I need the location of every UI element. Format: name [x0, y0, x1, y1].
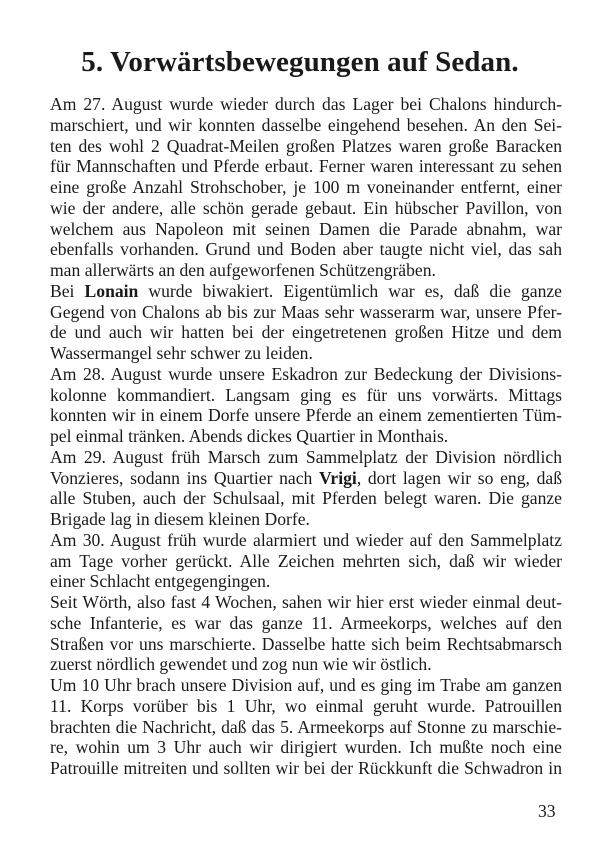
text-segment: Straßen vor uns marschierte. Dasselbe hatte sich beim Rechtsabmarsch: [50, 633, 562, 654]
text-segment: kolonne kommandiert. Langsam ging es für uns vorwärts. Mittags: [50, 384, 562, 405]
text-segment: konnten wir in einem Dorfe unsere Pferde an einem zementierten Tüm-: [50, 405, 562, 426]
text-segment: re, wohin um 3 Uhr auch wir dirigiert wurden. Ich mußte noch eine: [50, 737, 562, 758]
page-title: 5. Vorwärtsbewegungen auf Sedan.: [81, 46, 519, 78]
text-line: [50, 696, 562, 717]
text-line: [50, 426, 562, 447]
text-line: [50, 385, 562, 406]
text-line: [50, 551, 562, 572]
text-line: [50, 156, 562, 177]
text-line: [50, 136, 562, 157]
text-line: [50, 343, 562, 364]
text-segment: zuerst nördlich gewendet und zog nun wie wir östlich.: [50, 654, 432, 675]
text-line: [50, 260, 562, 281]
text-segment: brachten die Nachricht, daß das 5. Armeekorps auf Stonne zu marschie-: [50, 716, 562, 737]
place-name-bold: Lonain: [84, 280, 139, 301]
text-line: [50, 509, 562, 530]
text-segment: , dort lagen wir so eng, daß: [356, 467, 562, 488]
text-line: [50, 592, 562, 613]
text-line: [50, 634, 562, 655]
text-segment: marschiert, und wir konnten dasselbe eingehend besehen. An den Sei-: [50, 114, 562, 135]
text-line: [50, 94, 562, 115]
text-line: [50, 177, 562, 198]
text-segment: Patrouille mitreiten und sollten wir bei der Rückkunft die Schwadron in: [50, 758, 562, 778]
text-line: [50, 302, 562, 323]
text-segment: Am 28. August wurde unsere Eskadron zur Bedeckung der Divisions-: [50, 363, 562, 384]
text-segment: Brigade lag in diesem kleinen Dorfe.: [50, 509, 310, 529]
text-line: [50, 654, 562, 675]
text-segment: sche Infanterie, es war das ganze 11. Armeekorps, welches auf den: [50, 612, 562, 633]
text-segment: Um 10 Uhr brach unsere Division auf, und es ging im Trabe am ganzen: [50, 675, 562, 695]
text-line: [50, 239, 562, 260]
text-segment: man allerwärts an den aufgeworfenen Schützengräben.: [50, 260, 436, 280]
text-segment: für Mannschaften und Pferde erbaut. Ferner waren interessant zu sehen: [50, 156, 562, 177]
text-segment: Am 29. August früh Marsch zum Sammelplatz der Division nördlich: [50, 446, 562, 467]
text-line: [50, 468, 562, 489]
text-line: [50, 447, 562, 468]
text-segment: eine große Anzahl Strohschober, je 100 m voneinander entfernt, einer: [50, 177, 562, 197]
body-text: [50, 94, 562, 779]
text-line: [50, 717, 562, 738]
text-segment: alle Stuben, auch der Schulsaal, mit Pferden belegt waren. Die ganze: [50, 488, 562, 509]
text-line: [50, 364, 562, 385]
text-line: [50, 405, 562, 426]
text-line: [50, 571, 562, 592]
text-line: [50, 322, 562, 343]
text-line: [50, 675, 562, 696]
text-segment: wurde biwakiert. Eigentümlich war es, daß die ganze: [138, 280, 562, 301]
text-line: [50, 613, 562, 634]
text-segment: ebenfalls vorhanden. Grund und Boden aber taugte nicht viel, das sah: [50, 239, 562, 260]
page-number: 33: [538, 801, 556, 821]
place-name-bold: Vrigi: [319, 467, 357, 488]
text-segment: Seit Wörth, also fast 4 Wochen, sahen wir hier erst wieder einmal deut-: [50, 592, 562, 612]
text-segment: Am 30. August früh wurde alarmiert und wieder auf den Sammelplatz: [50, 529, 562, 550]
text-line: [50, 198, 562, 219]
text-segment: einer Schlacht entgegengingen.: [50, 571, 271, 592]
text-segment: Gegend von Chalons ab bis zur Maas sehr wasserarm war, unsere Pfer-: [50, 301, 562, 322]
text-line: [50, 758, 562, 779]
text-segment: welchem aus Napoleon mit seinen Damen die Parade abnahm, war: [50, 218, 562, 239]
text-segment: am Tage vorher gerückt. Alle Zeichen mehrten sich, daß wir wieder: [50, 550, 562, 571]
text-line: [50, 115, 562, 136]
text-segment: Wassermangel sehr schwer zu leiden.: [50, 343, 313, 363]
text-segment: ten des wohl 2 Quadrat-Meilen großen Platzes waren große Baracken: [50, 135, 562, 156]
text-segment: pel einmal tränken. Abends dickes Quartier in Monthais.: [50, 426, 449, 446]
text-line: [50, 219, 562, 240]
text-line: [50, 281, 562, 302]
text-segment: de und auch wir hatten bei der eingetretenen großen Hitze und dem: [50, 322, 562, 343]
text-segment: 11. Korps vorüber bis 1 Uhr, wo einmal geruht wurde. Patrouillen: [50, 695, 562, 716]
text-segment: Bei: [50, 280, 85, 301]
text-segment: Vonzieres, sodann ins Quartier nach: [50, 467, 320, 488]
text-segment: Am 27. August wurde wieder durch das Lager bei Chalons hindurch-: [50, 94, 562, 114]
text-line: [50, 737, 562, 758]
text-line: [50, 530, 562, 551]
text-segment: wie der andere, alle schön gerade gebaut. Ein hübscher Pavillon, von: [50, 197, 562, 218]
text-line: [50, 488, 562, 509]
